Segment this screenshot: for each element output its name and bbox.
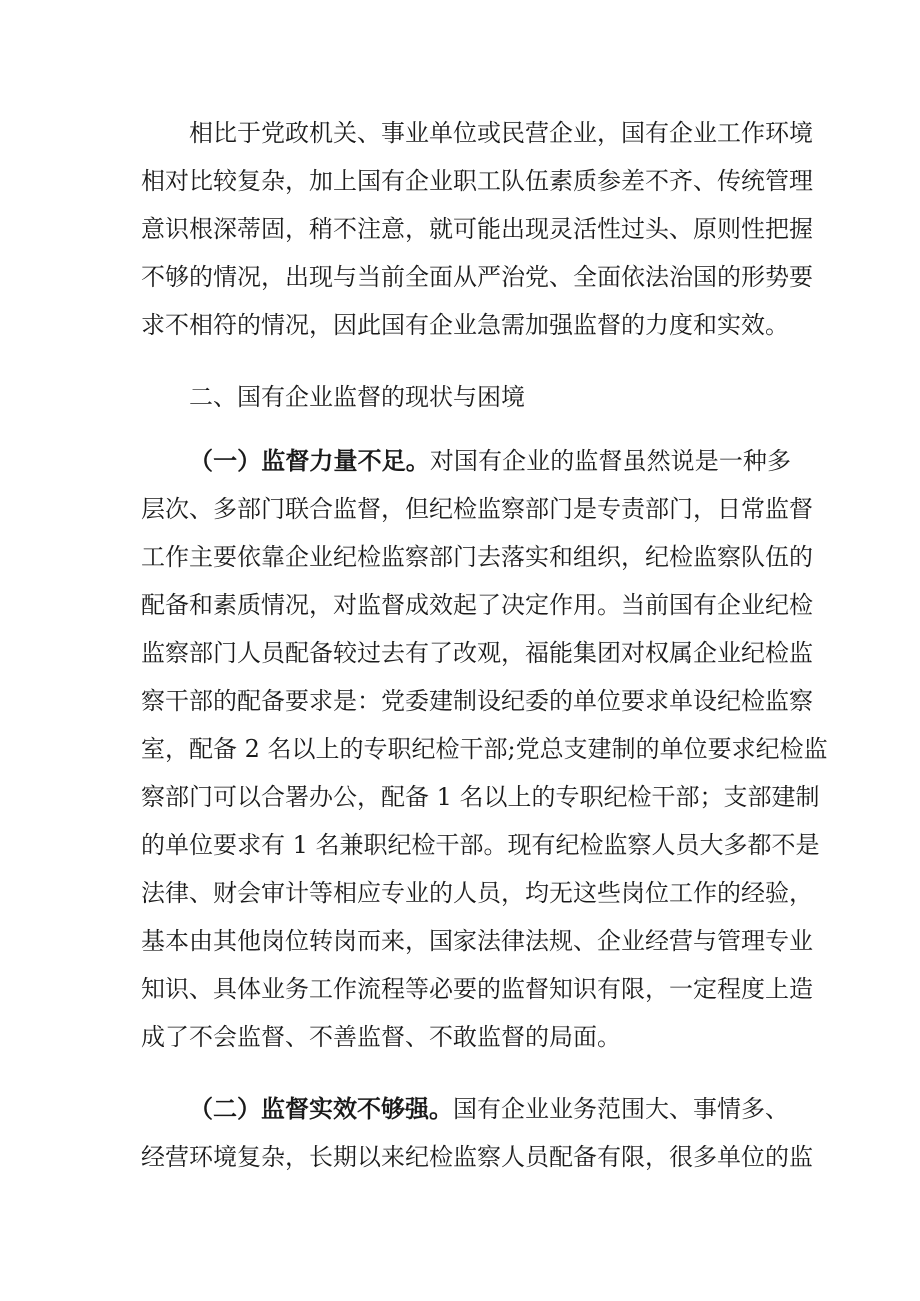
subsection-1-first-line-rest: 对国有企业的监督虽然说是一种多 (429, 447, 792, 475)
subsection-1-line-10: 法律、财会审计等相应专业的人员，均无这些岗位工作的经验， (141, 879, 813, 907)
subsection-2-first-line (189, 1089, 791, 1129)
subsection-2-title: （二）监督实效不够强。 (189, 1095, 453, 1123)
subsection-1-line-7: 室，配备 2 名以上的专职纪检干部;党总支建制的单位要求纪检监 (141, 735, 828, 763)
subsection-1-line-2: 层次、多部门联合监督，但纪检监察部门是专责部门，日常监督 (141, 495, 813, 523)
section-heading: 二、国有企业监督的现状与困境 (189, 383, 525, 411)
subsection-1-line-6: 察干部的配备要求是：党委建制设纪委的单位要求单设纪检监察 (141, 687, 813, 715)
paragraph-1-line-2: 相对比较复杂，加上国有企业职工队伍素质参差不齐、传统管理 (141, 167, 813, 195)
subsection-2-line-2: 经营环境复杂，长期以来纪检监察人员配备有限，很多单位的监 (141, 1143, 813, 1171)
subsection-2-first-line-rest: 国有企业业务范围大、事情多、 (453, 1095, 789, 1123)
subsection-1-line-13: 成了不会监督、不善监督、不敢监督的局面。 (141, 1023, 621, 1051)
paragraph-1-line-1: 相比于党政机关、事业单位或民营企业，国有企业工作环境 (189, 119, 813, 147)
subsection-1-line-4: 配备和素质情况，对监督成效起了决定作用。当前国有企业纪检 (141, 591, 813, 619)
paragraph-1-line-3: 意识根深蒂固，稍不注意，就可能出现灵活性过头、原则性把握 (141, 215, 813, 243)
subsection-1-line-3: 工作主要依靠企业纪检监察部门去落实和组织，纪检监察队伍的 (141, 543, 813, 571)
subsection-1-line-12: 知识、具体业务工作流程等必要的监督知识有限，一定程度上造 (141, 975, 813, 1003)
subsection-1-first-line (189, 441, 791, 481)
subsection-1-title: （一）监督力量不足。 (189, 447, 430, 475)
subsection-1-line-5: 监察部门人员配备较过去有了改观，福能集团对权属企业纪检监 (141, 639, 813, 667)
subsection-1-line-11: 基本由其他岗位转岗而来，国家法律法规、企业经营与管理专业 (141, 927, 813, 955)
subsection-1-line-9: 的单位要求有 1 名兼职纪检干部。现有纪检监察人员大多都不是 (141, 831, 820, 859)
subsection-1-line-8: 察部门可以合署办公，配备 1 名以上的专职纪检干部；支部建制 (141, 783, 820, 811)
paragraph-1-line-4: 不够的情况，出现与当前全面从严治党、全面依法治国的形势要 (141, 263, 813, 291)
paragraph-1-line-5: 求不相符的情况，因此国有企业急需加强监督的力度和实效。 (141, 311, 789, 339)
